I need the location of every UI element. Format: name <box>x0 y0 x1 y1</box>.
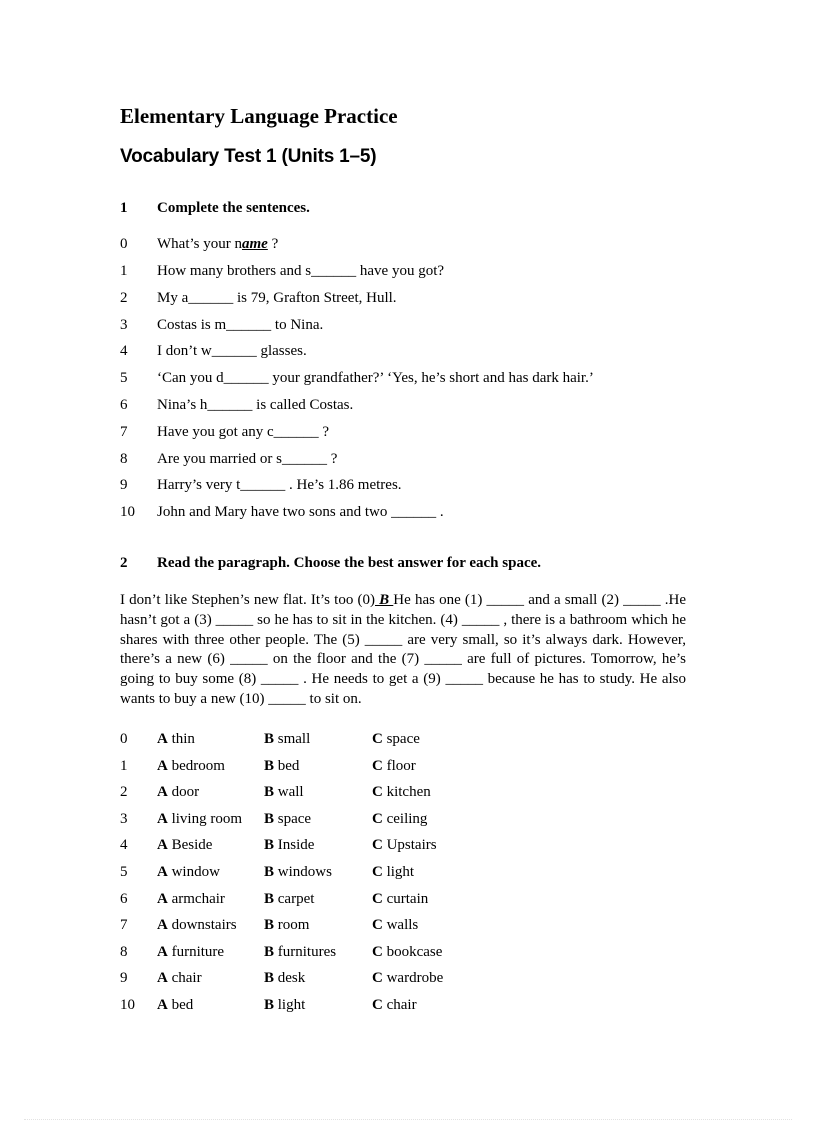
option-letter: A <box>157 917 168 934</box>
option-word: chair <box>171 970 202 987</box>
option-b <box>264 970 305 987</box>
option-letter: B <box>264 997 275 1013</box>
section-1-number: 1 <box>120 200 128 216</box>
example-answer: ame <box>241 236 268 252</box>
item-number: 3 <box>120 316 128 333</box>
option-word: small <box>277 731 311 747</box>
option-letter: B <box>264 731 275 747</box>
option-word: windows <box>277 864 332 880</box>
item-text: ‘Can you d______ your grandfather?’ ‘Yes, he’s short and has dark hair.’ <box>157 370 594 387</box>
page-subtitle: Vocabulary Test 1 (Units 1–5) <box>120 146 377 167</box>
option-word: armchair <box>171 890 225 907</box>
option-word: ceiling <box>386 810 428 827</box>
option-word: walls <box>386 917 419 934</box>
option-c <box>372 731 420 748</box>
option-number: 9 <box>120 970 128 987</box>
option-letter: B <box>264 864 275 880</box>
option-a <box>157 731 195 748</box>
option-number: 4 <box>120 837 128 854</box>
item-number: 8 <box>120 450 128 467</box>
option-a <box>157 891 225 908</box>
option-b <box>264 917 309 934</box>
option-word: furnitures <box>277 943 337 960</box>
option-word: carpet <box>277 890 315 907</box>
option-letter: B <box>264 810 275 827</box>
option-word: chair <box>386 997 417 1013</box>
option-c <box>372 758 416 775</box>
option-word: bed <box>277 757 300 774</box>
option-c <box>372 891 428 908</box>
item-text: Have you got any c______ ? <box>157 423 330 440</box>
item-number: 5 <box>120 370 128 387</box>
item-number: 10 <box>120 504 135 521</box>
option-letter: B <box>264 890 275 907</box>
option-word: Beside <box>171 837 213 854</box>
item-number: 7 <box>120 423 128 440</box>
option-word: downstairs <box>171 917 237 934</box>
option-a <box>157 944 224 961</box>
section-2-number: 2 <box>120 555 128 571</box>
option-word: space <box>386 731 420 747</box>
option-c <box>372 864 414 881</box>
option-a <box>157 837 212 854</box>
option-b <box>264 997 305 1014</box>
option-c <box>372 997 417 1014</box>
option-letter: B <box>264 943 275 960</box>
option-word: wardrobe <box>386 970 444 987</box>
item-number: 9 <box>120 477 128 494</box>
option-b <box>264 944 336 961</box>
option-a <box>157 997 193 1014</box>
option-letter: C <box>372 917 383 934</box>
item-text: Are you married or s______ ? <box>157 450 338 467</box>
option-c <box>372 970 443 987</box>
option-word: room <box>277 917 310 934</box>
item-number: 4 <box>120 343 128 360</box>
reading-paragraph: I don’t like Stephen’s new flat. It’s too (0) B He has one (1) _____ and a small (2) _____ .He hasn’t got a (3) _____ so he has to sit in the kitchen. (4) _____ , there is a bathroom which he shares with three other people. The (5) _____ are very small, so it’s always dark. However, there’s a new (6) _____ on the floor and the (7) _____ are full of pictures. Tomorrow, he’s going to buy some (8) _____ . He needs to get a (9) _____ because he has to study. He also wants to buy a new (10) _____ to sit on. <box>120 592 686 707</box>
option-number: 10 <box>120 997 135 1013</box>
option-letter: C <box>372 757 383 774</box>
option-letter: C <box>372 997 383 1013</box>
option-number: 6 <box>120 890 128 907</box>
option-word: window <box>171 864 220 880</box>
item-text: Nina’s h______ is called Costas. <box>157 397 354 413</box>
option-word: thin <box>171 731 195 747</box>
option-letter: B <box>264 784 275 801</box>
option-letter: A <box>157 810 168 827</box>
page-bottom-rule <box>24 1119 792 1120</box>
item-text: Costas is m______ to Nina. <box>157 316 324 333</box>
item-number: 1 <box>120 263 128 279</box>
option-word: light <box>277 997 306 1013</box>
option-c <box>372 784 431 801</box>
option-word: door <box>171 784 200 801</box>
item-number: 2 <box>120 289 128 306</box>
option-letter: B <box>264 970 275 987</box>
option-word: kitchen <box>386 784 431 801</box>
item-text: John and Mary have two sons and two ______ . <box>157 504 444 521</box>
option-b <box>264 864 332 881</box>
option-word: floor <box>386 757 416 774</box>
option-letter: C <box>372 810 383 827</box>
option-letter: A <box>157 837 168 854</box>
option-number: 8 <box>120 943 128 960</box>
option-letter: C <box>372 890 383 907</box>
option-number: 7 <box>120 917 128 934</box>
option-b <box>264 891 314 908</box>
item-text: I don’t w______ glasses. <box>157 343 307 360</box>
option-letter: C <box>372 864 383 880</box>
option-a <box>157 917 237 934</box>
option-number: 5 <box>120 864 128 880</box>
option-c <box>372 944 442 961</box>
option-letter: A <box>157 997 168 1013</box>
option-letter: A <box>157 731 168 747</box>
item-number: 6 <box>120 397 128 413</box>
option-letter: C <box>372 837 383 854</box>
option-b <box>264 731 310 748</box>
option-b <box>264 784 304 801</box>
option-number: 3 <box>120 810 128 827</box>
option-letter: C <box>372 970 383 987</box>
option-word: Inside <box>277 837 315 854</box>
option-c <box>372 917 418 934</box>
option-letter: A <box>157 890 168 907</box>
option-b <box>264 837 314 854</box>
option-letter: A <box>157 864 168 880</box>
option-word: bookcase <box>386 943 443 960</box>
option-a <box>157 811 242 828</box>
item-text: How many brothers and s______ have you got? <box>157 263 445 279</box>
item-text: My a______ is 79, Grafton Street, Hull. <box>157 289 397 306</box>
item-text: What’s your name ? <box>157 236 279 252</box>
option-letter: B <box>264 757 275 774</box>
item-text: Harry’s very t______ . He’s 1.86 metres. <box>157 477 402 494</box>
option-word: bedroom <box>171 757 225 774</box>
paragraph-example-answer: B <box>374 592 394 608</box>
option-word: desk <box>277 970 306 987</box>
option-a <box>157 784 199 801</box>
option-letter: B <box>264 917 275 934</box>
option-word: living room <box>171 810 243 827</box>
option-letter: B <box>264 837 275 854</box>
option-letter: A <box>157 757 168 774</box>
option-letter: A <box>157 970 168 987</box>
option-c <box>372 837 437 854</box>
option-b <box>264 758 299 775</box>
option-a <box>157 864 220 881</box>
section-1-instruction: Complete the sentences. <box>157 200 310 216</box>
option-b <box>264 811 311 828</box>
option-word: furniture <box>171 943 225 960</box>
option-number: 1 <box>120 757 128 774</box>
option-word: curtain <box>386 890 429 907</box>
option-letter: A <box>157 784 168 801</box>
option-word: Upstairs <box>386 837 437 854</box>
option-number: 2 <box>120 784 128 801</box>
option-a <box>157 758 225 775</box>
option-word: space <box>277 810 312 827</box>
option-letter: C <box>372 731 383 747</box>
item-number: 0 <box>120 236 128 252</box>
option-word: wall <box>277 784 304 801</box>
option-letter: C <box>372 943 383 960</box>
option-letter: C <box>372 784 383 801</box>
option-letter: A <box>157 943 168 960</box>
option-c <box>372 811 427 828</box>
option-word: light <box>386 864 415 880</box>
option-word: bed <box>171 997 194 1013</box>
option-a <box>157 970 202 987</box>
page-title: Elementary Language Practice <box>120 104 398 128</box>
section-2-instruction: Read the paragraph. Choose the best answer for each space. <box>157 555 542 571</box>
option-number: 0 <box>120 731 128 747</box>
